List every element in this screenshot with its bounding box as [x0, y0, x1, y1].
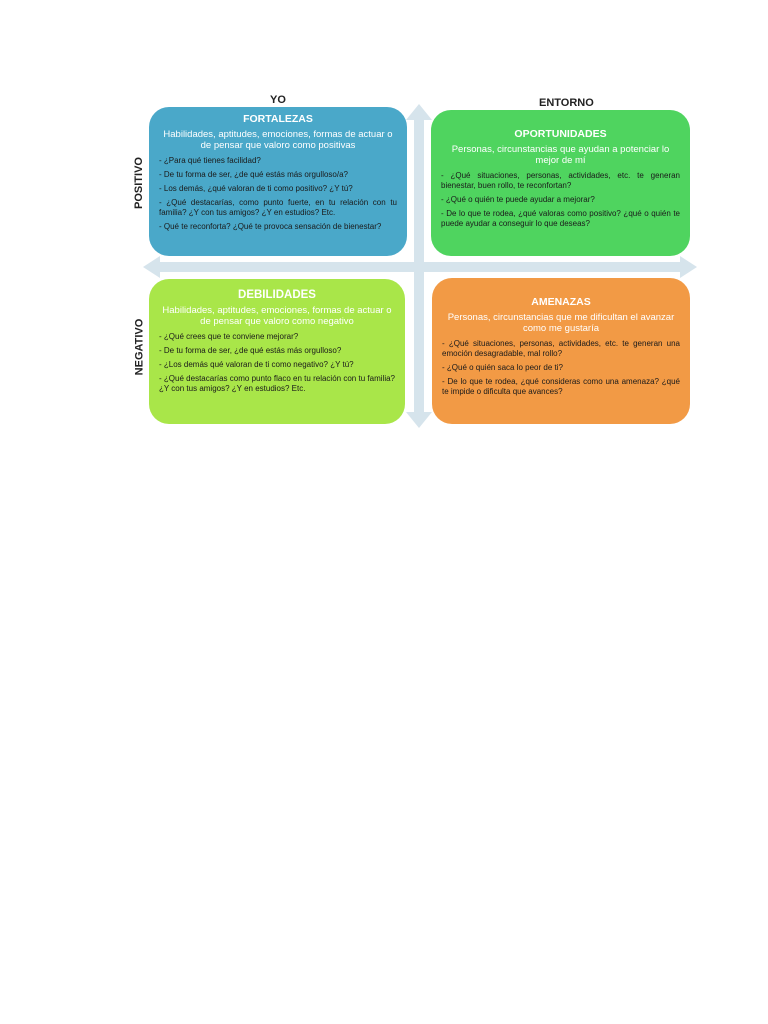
quadrant-title: FORTALEZAS: [243, 113, 313, 125]
list-item: - Qué te reconforta? ¿Qué te provoca sensación de bienestar?: [159, 222, 382, 231]
list-item: - ¿Para qué tienes facilidad?: [159, 156, 261, 165]
list-item: - ¿Los demás qué valoran de ti como negativo? ¿Y tú?: [159, 360, 354, 369]
list-item: - De lo que te rodea, ¿qué valoras como positivo? ¿qué o quién te puede ayudar a conseguir lo que deseas?: [441, 209, 680, 228]
list-item: - ¿Qué situaciones, personas, actividades, etc. te generan una emoción desagradable, mal rollo?: [442, 339, 680, 358]
quadrant-subtitle: Personas, circunstancias que me dificultan el avanzar como me gustaría: [447, 312, 675, 334]
list-item: - De tu forma de ser, ¿de qué estás más orgulloso/a?: [159, 170, 348, 179]
list-item: - De lo que te rodea, ¿qué consideras como una amenaza? ¿qué te impide o dificulta que avances?: [442, 377, 680, 396]
quadrant-title: OPORTUNIDADES: [514, 128, 607, 140]
quadrant-title: DEBILIDADES: [238, 289, 316, 301]
axis-label-positivo: POSITIVO: [132, 157, 145, 209]
list-item: - ¿Qué crees que te conviene mejorar?: [159, 332, 299, 341]
axis-label-entorno: ENTORNO: [539, 97, 594, 109]
list-item: - Los demás, ¿qué valoran de ti como positivo? ¿Y tú?: [159, 184, 353, 193]
quadrant-subtitle: Habilidades, aptitudes, emociones, formas de actuar o de pensar que valoro como negativo: [162, 305, 392, 327]
quadrant-subtitle: Habilidades, aptitudes, emociones, formas de actuar o de pensar que valoro como positivas: [163, 129, 393, 151]
quadrant-fortalezas: [149, 107, 407, 256]
quadrant-subtitle: Personas, circunstancias que ayudan a potenciar lo mejor de mí: [451, 144, 670, 166]
list-item: - ¿Qué o quién te puede ayudar a mejorar?: [441, 195, 595, 204]
quadrant-title: AMENAZAS: [531, 296, 591, 308]
quadrant-oportunidades: [431, 110, 690, 256]
quadrant-debilidades: [149, 279, 405, 424]
axis-label-negativo: NEGATIVO: [133, 318, 146, 376]
list-item: - ¿Qué situaciones, personas, actividades, etc. te generan bienestar, buen rollo, te reconfortan?: [441, 171, 680, 190]
list-item: - De tu forma de ser, ¿de qué estás más orgulloso?: [159, 346, 342, 355]
quadrant-amenazas: [432, 278, 690, 424]
list-item: - ¿Qué destacarías, como punto fuerte, en tu relación con tu familia? ¿Y con tus amigos? ¿Y en estudios? Etc.: [159, 198, 397, 217]
list-item: - ¿Qué o quién saca lo peor de ti?: [442, 363, 563, 372]
axis-label-yo: YO: [270, 94, 286, 106]
list-item: - ¿Qué destacarías como punto flaco en tu relación con tu familia? ¿Y con tus amigos? ¿Y en estudios? Etc.: [159, 374, 395, 393]
